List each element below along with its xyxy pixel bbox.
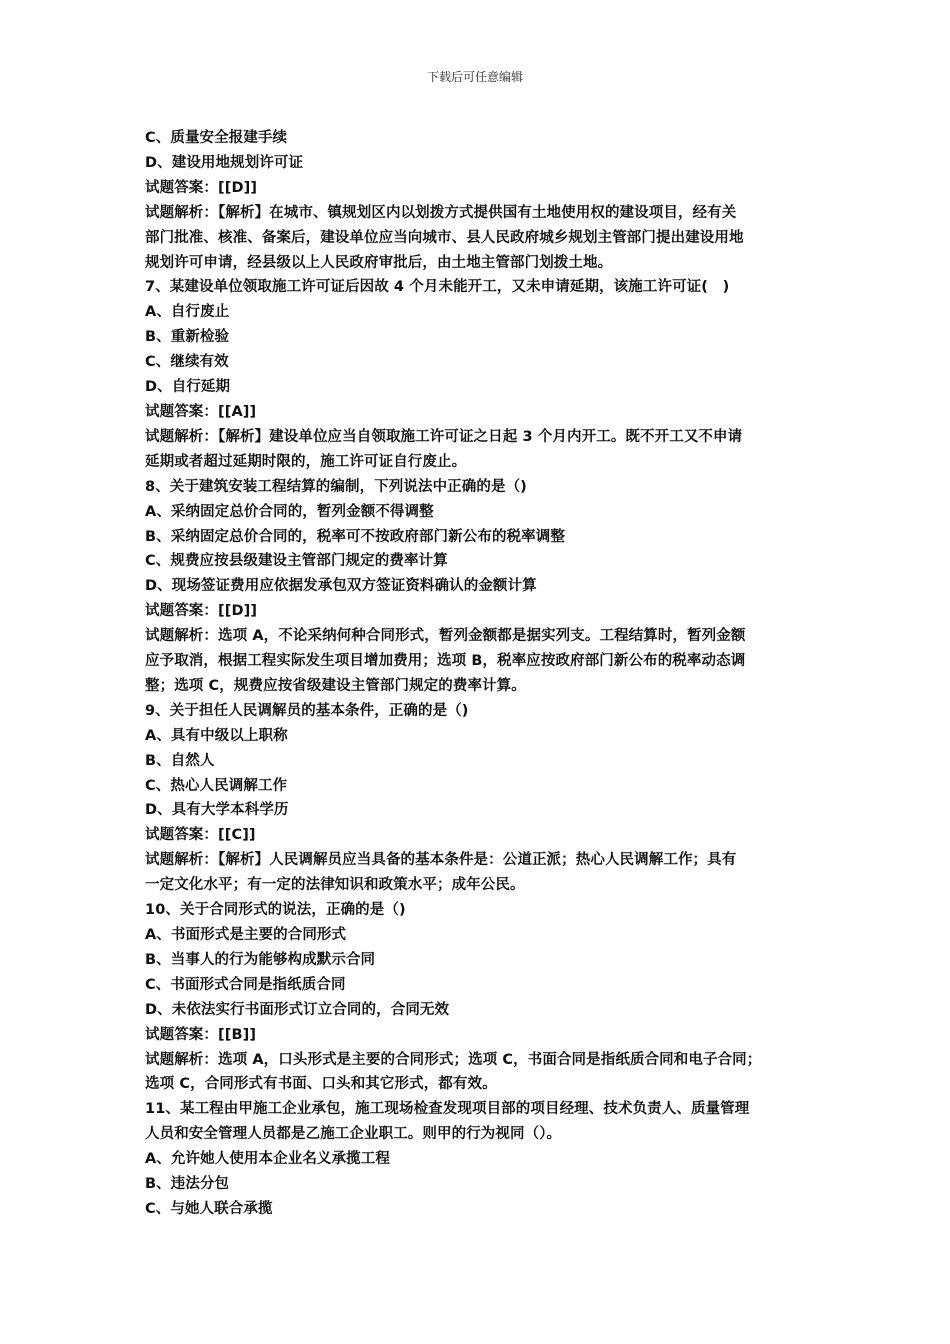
text-line: 一定文化水平；有一定的法律知识和政策水平；成年公民。 (145, 877, 525, 894)
text-line: A、书面形式是主要的合同形式 (145, 927, 347, 943)
text-line: C、与她人联合承揽 (145, 1200, 273, 1217)
text-line: D、建设用地规划许可证 (145, 154, 304, 171)
text-line: 选项 C，合同形式有书面、口头和其它形式，都有效。 (145, 1076, 497, 1093)
text-line: C、规费应按县级建设主管部门规定的费率计算 (145, 553, 448, 570)
text-line: B、重新检验 (145, 329, 230, 346)
text-line: 试题解析：【解析】人民调解员应当具备的基本条件是：公道正派；热心人民调解工作；具有 (145, 852, 737, 869)
text-line: D、未依法实行书面形式订立合同的，合同无效 (145, 1001, 450, 1018)
text-line: B、违法分包 (145, 1176, 230, 1193)
text-line: 部门批准、核准、备案后，建设单位应当向城市、县人民政府城乡规划主管部门提出建设用地 (145, 229, 744, 246)
page-header: 下载后可任意编辑 (426, 70, 523, 84)
text-line: 试题答案：[[D]] (145, 603, 258, 620)
text-line: C、热心人民调解工作 (145, 777, 288, 794)
text-line: D、具有大学本科学历 (145, 802, 289, 819)
text-line: B、采纳固定总价合同的，税率可不按政府部门新公布的税率调整 (145, 528, 565, 545)
text-line: 7、某建设单位领取施工许可证后因故 4 个月未能开工，又未申请延期，该施工许可证( ) (145, 279, 730, 296)
text-line: 10、关于合同形式的说法，正确的是（) (145, 902, 406, 919)
text-line: A、采纳固定总价合同的，暂列金额不得调整 (145, 503, 434, 520)
text-line: 试题答案：[[A]] (145, 403, 257, 420)
text-line: 试题解析：选项 A，不论采纳何种合同形式，暂列金额都是据实列支。工程结算时，暂列金额 (145, 628, 746, 645)
text-line: A、自行废止 (145, 304, 230, 321)
text-line: A、具有中级以上职称 (145, 727, 288, 744)
text-line: 试题解析：选项 A，口头形式是主要的合同形式；选项 C，书面合同是指纸质合同和电子合同； (145, 1051, 762, 1068)
text-line: C、继续有效 (145, 354, 229, 371)
text-line: B、当事人的行为能够构成默示合同 (145, 951, 376, 968)
text-line: C、质量安全报建手续 (145, 130, 288, 146)
text-line: 规划许可申请，经县级以上人民政府审批后，由土地主管部门划拨土地。 (145, 254, 613, 271)
text-line: 延期或者超过延期时限的，施工许可证自行废止。 (145, 453, 467, 470)
text-line: 试题解析：【解析】建设单位应当自领取施工许可证之日起 3 个月内开工。既不开工又不申请 (145, 428, 743, 445)
text-line: 8、关于建筑安装工程结算的编制，下列说法中正确的是（) (145, 478, 527, 495)
text-line: D、自行延期 (145, 379, 231, 396)
text-line: D、现场签证费用应依据发承包双方签证资料确认的金额计算 (145, 578, 537, 595)
text-line: 9、关于担任人民调解员的基本条件，正确的是（) (145, 702, 469, 719)
text-line: 应予取消，根据工程实际发生项目增加费用；选项 B，税率应按政府部门新公布的税率动态调 (145, 653, 746, 670)
text-line: 试题答案：[[C]] (145, 827, 256, 844)
text-line: 试题解析：【解析】在城市、镇规划区内以划拨方式提供国有土地使用权的建设项目，经有关 (145, 204, 737, 221)
text-line: A、允许她人使用本企业名义承揽工程 (145, 1151, 390, 1168)
document-body (145, 126, 810, 1222)
text-line: 整；选项 C，规费应按省级建设主管部门规定的费率计算。 (145, 677, 526, 694)
text-line: 试题答案：[[D]] (145, 179, 258, 196)
text-line: 人员和安全管理人员都是乙施工企业职工。则甲的行为视同（）。 (145, 1126, 562, 1143)
text-line: 11、某工程由甲施工企业承包，施工现场检查发现项目部的项目经理、技术负责人、质量管理 (145, 1101, 750, 1118)
text-line: C、书面形式合同是指纸质合同 (145, 976, 346, 993)
text-line: B、自然人 (145, 752, 215, 769)
text-line: 试题答案：[[B]] (145, 1026, 257, 1043)
